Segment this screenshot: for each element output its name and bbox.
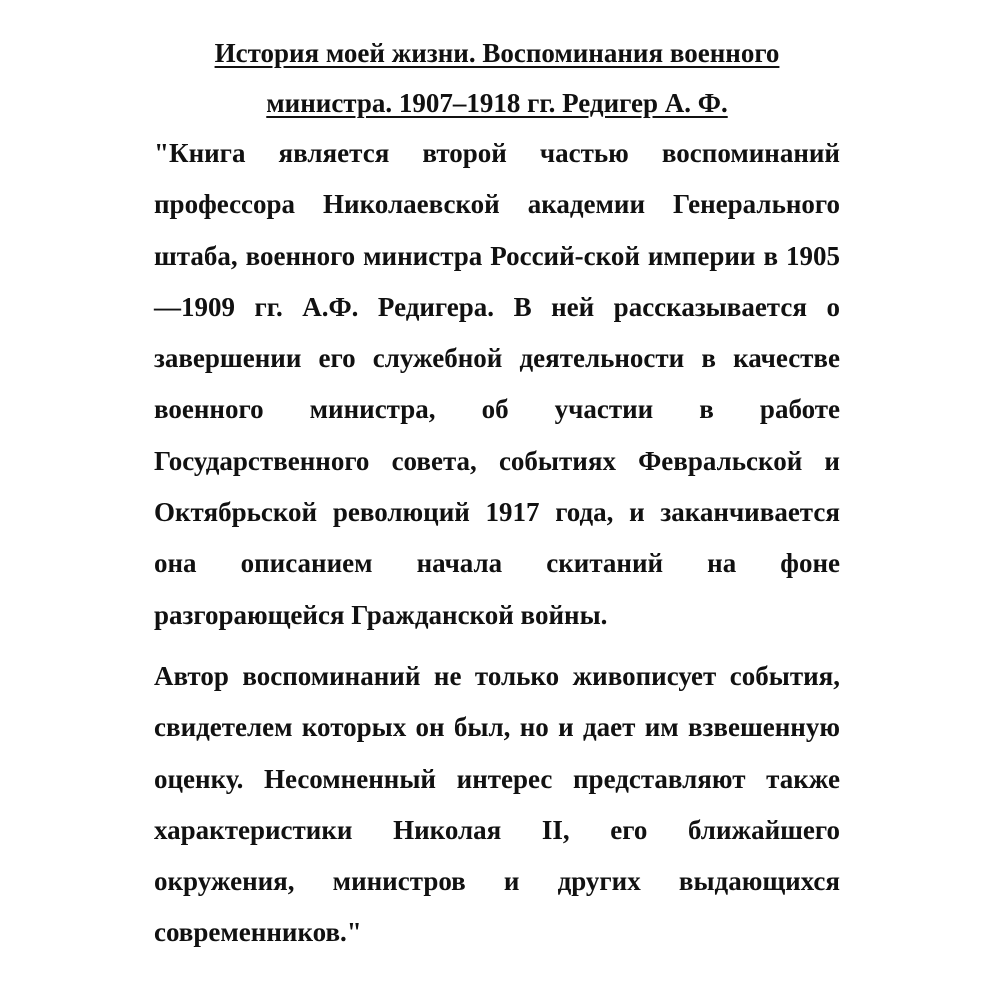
description-paragraph-2: Автор воспоминаний не только живописует события, свидетелем которых он был, но и дает им взвешенную оценку. Несомненный интерес представляют также характеристики Николая II, его ближайшего окружения, министров и других выдающихся современников."	[154, 660, 840, 948]
book-title: История моей жизни. Воспоминания военного министра. 1907–1918 гг. Редигер А. Ф.	[214, 38, 780, 118]
description-paragraph-1: "Книга является второй частью воспоминаний профессора Николаевской академии Генерального штаба, военного министра Россий-ской империи в 1905—1909 гг. А.Ф. Редигера. В ней рассказывается о завершении его служебной деятельности в качестве военного министра, об участии в работе Государственного совета, событиях Февральской и Октябрьской революций 1917 года, и заканчивается она описанием начала скитаний на фоне разгорающейся Гражданской войны.	[154, 138, 840, 630]
document-page	[154, 28, 840, 959]
